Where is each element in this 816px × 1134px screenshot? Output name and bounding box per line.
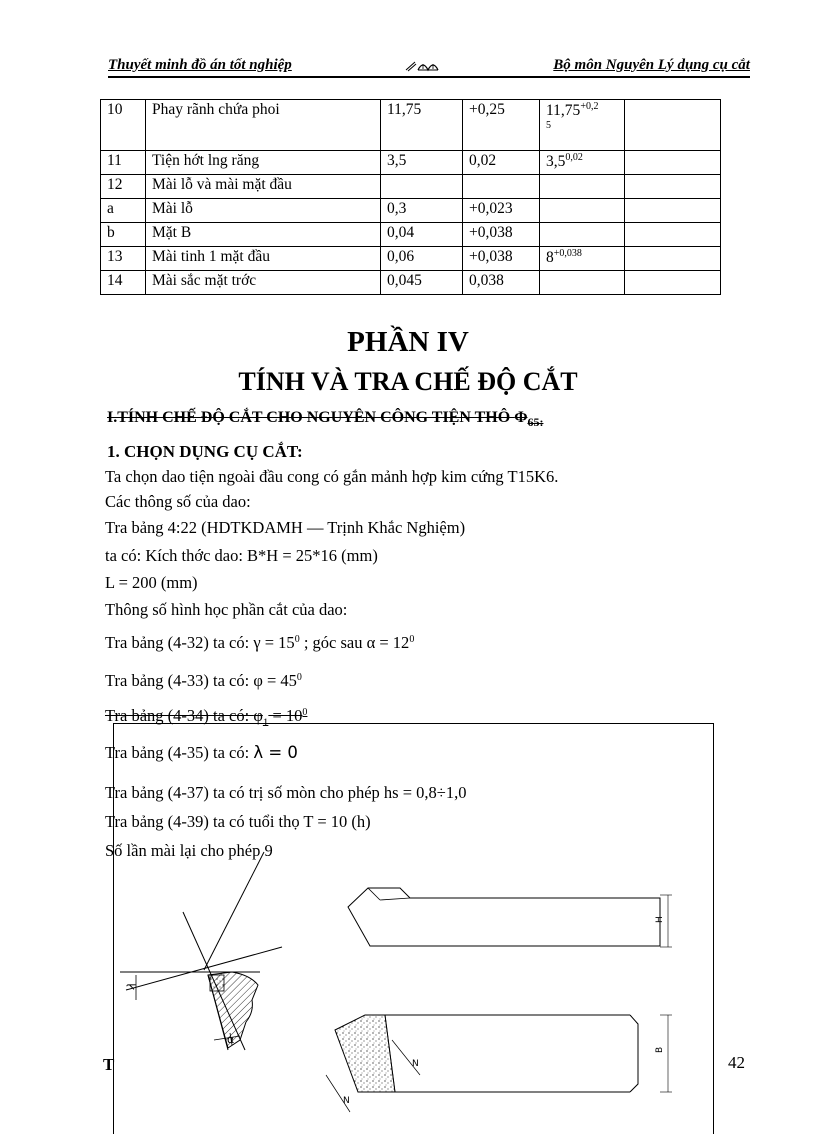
table-cell-tol: +0,25 bbox=[463, 100, 540, 151]
table-cell-no: b bbox=[101, 223, 146, 247]
body-line: Tra bảng (4-37) ta có trị số mòn cho phép hs = 0,8÷1,0 bbox=[105, 783, 467, 802]
footer-left-char: T bbox=[103, 1055, 115, 1074]
dim-sup: 0,02 bbox=[565, 152, 583, 163]
label-H: H bbox=[655, 916, 665, 923]
table-cell-name: Mài lỗ và mài mặt đầu bbox=[146, 175, 381, 199]
table-cell-no: 14 bbox=[101, 271, 146, 295]
table-cell-name: Mài tinh 1 mặt đầu bbox=[146, 247, 381, 271]
angle-detail-drawing bbox=[120, 852, 282, 1050]
text: Tra bảng (4-34) ta có: bbox=[105, 706, 254, 725]
table-cell-size: 0,06 bbox=[381, 247, 463, 271]
phi-symbol: Φ bbox=[514, 409, 528, 426]
table-cell-tol: 0,038 bbox=[463, 271, 540, 295]
degree-sup: 0 bbox=[409, 634, 415, 645]
table-cell-size: 3,5 bbox=[381, 151, 463, 175]
table-cell-no: 13 bbox=[101, 247, 146, 271]
tool-side-view bbox=[326, 1015, 672, 1112]
label-B: B bbox=[655, 1046, 665, 1053]
body-line: Các thông số của dao: bbox=[105, 492, 251, 511]
degree-sup: 0 bbox=[302, 707, 308, 718]
label-lambda: λ bbox=[124, 980, 139, 992]
text: ; góc sau bbox=[299, 633, 367, 652]
header-left-title: Thuyết minh đồ án tốt nghiệp bbox=[108, 56, 292, 73]
body-line: Số lần mài lại cho phép 9 bbox=[105, 841, 273, 860]
dim-base: 3,5 bbox=[546, 153, 566, 170]
phi1-sub: 1 bbox=[262, 716, 269, 729]
table-cell-name: Tiện hớt lng răng bbox=[146, 151, 381, 175]
table-cell-tol: +0,023 bbox=[463, 199, 540, 223]
section-heading-sub: 65: bbox=[527, 415, 544, 430]
dim-sup-wrap: 5 bbox=[546, 120, 551, 131]
part-subtitle: TÍNH VÀ TRA CHẾ ĐỘ CẮT bbox=[238, 367, 578, 396]
gamma-value: γ = 15 bbox=[253, 633, 295, 652]
table-cell-no: 11 bbox=[101, 151, 146, 175]
body-line: Tra bảng 4:22 (HDTKDAMH — Trịnh Khắc Nghiệm) bbox=[105, 518, 466, 537]
dim-sup: +0,038 bbox=[553, 248, 582, 259]
alpha-symbol: α bbox=[366, 633, 376, 652]
table-cell-tol: 0,02 bbox=[463, 151, 540, 175]
table-cell-name: Mài sắc mặt trớc bbox=[146, 271, 381, 295]
phi1-value: = 10 bbox=[268, 706, 303, 725]
table-cell-name: Phay rãnh chứa phoi bbox=[146, 100, 381, 151]
phi1-symbol: φ bbox=[253, 706, 263, 725]
dim-sup: +0,2 bbox=[580, 101, 599, 112]
label-alpha: α bbox=[227, 1033, 235, 1046]
part-title: PHẦN IV bbox=[347, 326, 469, 358]
dim-base: 8 bbox=[546, 249, 554, 266]
dim-base: 11,75 bbox=[546, 102, 581, 119]
degree-sup: 0 bbox=[294, 634, 300, 645]
table-cell-size: 0,045 bbox=[381, 271, 463, 295]
table-cell-name: Mài lỗ bbox=[146, 199, 381, 223]
label-N-upper: N bbox=[412, 1059, 419, 1069]
body-line: ta có: Kích thớc dao: B*H = 25*16 (mm) bbox=[105, 546, 378, 565]
table-cell-no: 10 bbox=[101, 100, 146, 151]
header-right-title: Bộ môn Nguyên Lý dụng cụ cắt bbox=[553, 56, 750, 73]
body-line: Ta chọn dao tiện ngoài đầu cong có gắn mảnh hợp kim cứng T15K6. bbox=[105, 467, 559, 486]
table-cell-tol: +0,038 bbox=[463, 247, 540, 271]
table-cell-name: Mặt B bbox=[146, 223, 381, 247]
phi-value: φ = 45 bbox=[253, 671, 297, 690]
table-cell-size: 11,75 bbox=[381, 100, 463, 151]
table-cell-size: 0,04 bbox=[381, 223, 463, 247]
section-heading-text: I.TÍNH CHẾ ĐỘ CẮT CHO NGUYÊN CÔNG TIỆN THÔ bbox=[107, 409, 515, 426]
text: Tra bảng (4-33) ta có: bbox=[105, 671, 254, 690]
tool-top-view bbox=[348, 888, 672, 947]
table-cell-no: a bbox=[101, 199, 146, 223]
label-N-lower: N bbox=[343, 1096, 350, 1106]
body-line: Tra bảng (4-39) ta có tuổi thọ T = 10 (h) bbox=[105, 812, 371, 831]
text: Tra bảng (4-32) ta có: bbox=[105, 633, 254, 652]
degree-sup: 0 bbox=[296, 672, 302, 683]
lambda-value: λ = 0 bbox=[253, 743, 298, 762]
text: Tra bảng (4-35) ta có: bbox=[105, 743, 254, 762]
subsection-heading: 1. CHỌN DỤNG CỤ CẮT: bbox=[107, 442, 303, 461]
table-cell-size: 0,3 bbox=[381, 199, 463, 223]
page-number: 42 bbox=[728, 1053, 745, 1072]
alpha-value: = 12 bbox=[375, 633, 410, 652]
body-line: Thông số hình học phần cắt của dao: bbox=[105, 600, 348, 619]
table-cell-tol: +0,038 bbox=[463, 223, 540, 247]
body-line: L = 200 (mm) bbox=[105, 573, 198, 592]
table-cell-no: 12 bbox=[101, 175, 146, 199]
